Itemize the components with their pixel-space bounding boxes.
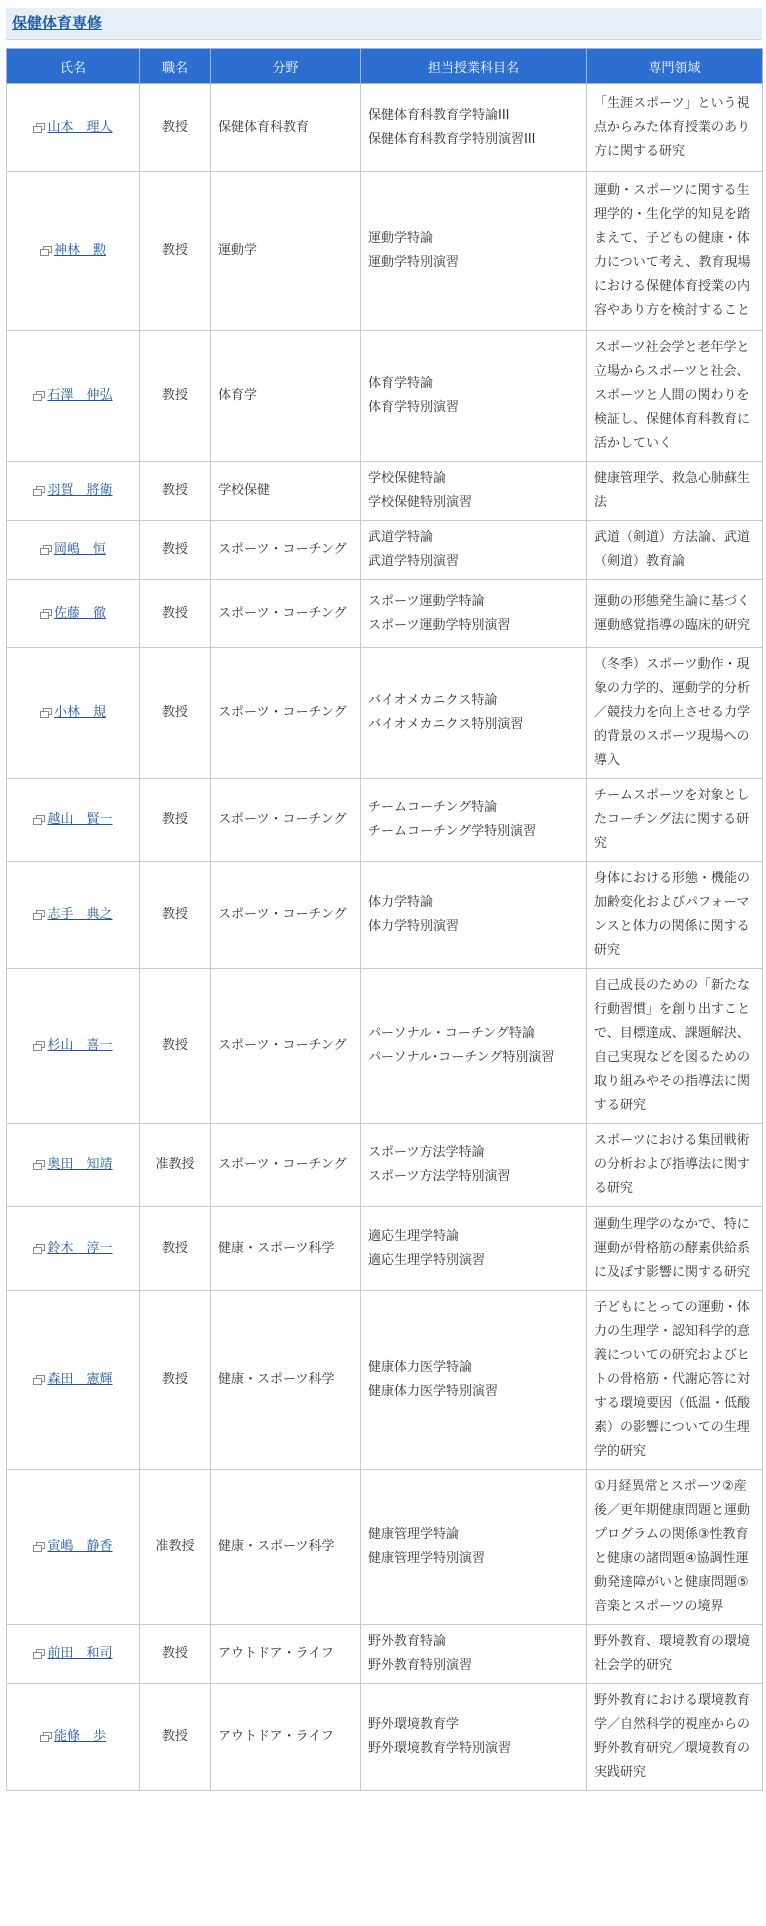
name-cell — [7, 1625, 140, 1684]
job-title-cell: 教授 — [140, 462, 211, 521]
specialty-cell: 運動の形態発生論に基づく運動感覚指導の臨床的研究 — [587, 580, 763, 648]
table-row — [7, 84, 763, 172]
subjects-cell — [361, 331, 587, 462]
faculty-name-link[interactable] — [33, 812, 112, 827]
specialty-cell: 野外教育における環境教育学／自然科学的視座からの野外教育研究／環境教育の実践研究 — [587, 1684, 763, 1791]
external-link-icon — [40, 708, 51, 717]
subjects-cell — [361, 580, 587, 648]
faculty-name-link[interactable] — [33, 388, 112, 403]
field-cell: 学校保健 — [211, 462, 361, 521]
subject-name: パーソナル・コーチング特論 — [368, 1026, 535, 1041]
table-row — [7, 1291, 763, 1470]
subjects-cell — [361, 521, 587, 580]
subject-name: 野外教育特論 — [368, 1634, 447, 1649]
subject-name: 野外教育特別演習 — [368, 1658, 473, 1673]
subject-name: 学校保健特論 — [368, 471, 447, 486]
table-row — [7, 462, 763, 521]
faculty-name: 神林 勲 — [53, 243, 106, 258]
faculty-name: 寅嶋 静香 — [47, 1539, 113, 1554]
faculty-name-link[interactable] — [40, 705, 106, 720]
faculty-name: 森田 憲輝 — [47, 1372, 113, 1387]
faculty-name-link[interactable] — [40, 606, 106, 621]
subject-name: 体力学特別演習 — [368, 919, 460, 934]
faculty-name-link[interactable] — [40, 243, 106, 258]
subjects-cell — [361, 969, 587, 1124]
subject-name: バイオメカニクス特論 — [368, 693, 498, 708]
table-row — [7, 1470, 763, 1625]
subjects-cell — [361, 84, 587, 172]
subject-name: 野外環境教育学特別演習 — [368, 1741, 512, 1756]
faculty-name-link[interactable] — [33, 907, 112, 922]
faculty-name-link[interactable] — [40, 1729, 106, 1744]
field-cell: スポーツ・コーチング — [211, 580, 361, 648]
specialty-cell: 自己成長のための「新たな行動習慣」を創り出すことで、目標達成、課題解決、自己実現などを図るための取り組みやその指導法に関する研究 — [587, 969, 763, 1124]
external-link-icon — [33, 1041, 44, 1050]
table-row — [7, 331, 763, 462]
specialty-cell: 武道（剣道）方法論、武道（剣道）教育論 — [587, 521, 763, 580]
name-cell — [7, 1291, 140, 1470]
subject-name: スポーツ運動学特論 — [368, 593, 485, 609]
column-header-subjects: 担当授業科目名 — [361, 49, 587, 84]
subject-name: 武道学特論 — [368, 530, 434, 545]
table-row — [7, 1207, 763, 1291]
faculty-name: 小林 規 — [53, 705, 106, 720]
faculty-name-link[interactable] — [33, 1646, 112, 1661]
name-cell — [7, 84, 140, 172]
external-link-icon — [33, 815, 44, 824]
external-link-icon — [33, 1542, 44, 1551]
subject-name: チームコーチング特論 — [368, 800, 498, 815]
name-cell — [7, 1124, 140, 1207]
table-row — [7, 172, 763, 331]
job-title-cell: 准教授 — [140, 1124, 211, 1207]
external-link-icon — [40, 246, 51, 255]
faculty-name: 石澤 伸弘 — [47, 388, 113, 403]
subject-name: 体育学特別演習 — [368, 400, 460, 415]
job-title-cell: 教授 — [140, 1625, 211, 1684]
external-link-icon — [33, 1244, 44, 1253]
field-cell: スポーツ・コーチング — [211, 862, 361, 969]
subject-name: バイオメカニクス特別演習 — [368, 717, 524, 732]
job-title-cell: 教授 — [140, 172, 211, 331]
job-title-cell: 教授 — [140, 580, 211, 648]
specialty-cell: ①月経異常とスポーツ②産後／更年期健康問題と運動プログラムの関係③性教育と健康の諸問題④協調性運動発達障がいと健康問題⑤音楽とスポーツの境界 — [587, 1470, 763, 1625]
subject-name: 健康体力医学特別演習 — [368, 1384, 499, 1399]
job-title-cell: 教授 — [140, 1207, 211, 1291]
subject-name: 学校保健特別演習 — [368, 495, 473, 510]
table-header-row — [7, 49, 763, 84]
external-link-icon — [40, 609, 51, 618]
specialty-cell: 「生涯スポーツ」という視点からみた体育授業のあり方に関する研究 — [587, 84, 763, 172]
external-link-icon — [33, 1649, 44, 1658]
subject-name: 体育学特論 — [368, 376, 434, 391]
external-link-icon — [33, 1375, 44, 1384]
subject-name: 保健体育科教育学特論III — [368, 107, 510, 123]
job-title-cell: 教授 — [140, 1291, 211, 1470]
column-header-specialty: 専門領域 — [587, 49, 763, 84]
job-title-cell: 准教授 — [140, 1470, 211, 1625]
name-cell — [7, 969, 140, 1124]
subjects-cell — [361, 1470, 587, 1625]
faculty-name: 越山 賢一 — [47, 812, 113, 827]
table-body — [7, 84, 763, 1791]
external-link-icon — [33, 391, 44, 400]
name-cell — [7, 862, 140, 969]
subject-name: 保健体育科教育学特別演習III — [368, 131, 536, 147]
specialty-cell: 運動生理学のなかで、特に運動が骨格筋の酵素供給系に及ぼす影響に関する研究 — [587, 1207, 763, 1291]
field-cell: スポーツ・コーチング — [211, 1124, 361, 1207]
subjects-cell — [361, 462, 587, 521]
subjects-cell — [361, 779, 587, 862]
job-title-cell: 教授 — [140, 331, 211, 462]
faculty-name-link[interactable] — [33, 1241, 112, 1256]
external-link-icon — [40, 1732, 51, 1741]
table-row — [7, 1124, 763, 1207]
field-cell: 健康・スポーツ科学 — [211, 1291, 361, 1470]
job-title-cell: 教授 — [140, 521, 211, 580]
name-cell — [7, 521, 140, 580]
external-link-icon — [33, 123, 44, 132]
table-row — [7, 648, 763, 779]
subject-name: 運動学特別演習 — [368, 255, 460, 270]
subjects-cell — [361, 1207, 587, 1291]
table-row — [7, 521, 763, 580]
subject-name: スポーツ方法学特別演習 — [368, 1169, 511, 1184]
faculty-name-link[interactable] — [33, 120, 112, 135]
field-cell: アウトドア・ライフ — [211, 1684, 361, 1791]
subject-name: スポーツ方法学特論 — [368, 1145, 485, 1160]
name-cell — [7, 779, 140, 862]
subject-name: スポーツ運動学特別演習 — [368, 617, 511, 633]
field-cell: スポーツ・コーチング — [211, 648, 361, 779]
table-row — [7, 580, 763, 648]
field-cell: 保健体育科教育 — [211, 84, 361, 172]
name-cell — [7, 1684, 140, 1791]
section-title: 保健体育専修 — [12, 14, 103, 32]
subjects-cell — [361, 172, 587, 331]
specialty-cell: （冬季）スポーツ動作・現象の力学的、運動学的分析／競技力を向上させる力学的背景のスポーツ現場への導入 — [587, 648, 763, 779]
job-title-cell: 教授 — [140, 1684, 211, 1791]
subjects-cell — [361, 1684, 587, 1791]
faculty-name-link[interactable] — [40, 542, 106, 557]
specialty-cell: スポーツにおける集団戦術の分析および指導法に関する研究 — [587, 1124, 763, 1207]
subject-name: パーソナル･コーチング特別演習 — [368, 1050, 555, 1065]
field-cell: スポーツ・コーチング — [211, 779, 361, 862]
field-cell: 健康・スポーツ科学 — [211, 1207, 361, 1291]
faculty-name: 杉山 喜一 — [47, 1038, 113, 1053]
field-cell: 体育学 — [211, 331, 361, 462]
external-link-icon — [40, 545, 51, 554]
job-title-cell: 教授 — [140, 862, 211, 969]
subject-name: 健康体力医学特論 — [368, 1360, 473, 1375]
table-row — [7, 969, 763, 1124]
faculty-name-link[interactable] — [33, 1539, 112, 1554]
subject-name: チームコーチング学特別演習 — [368, 824, 537, 839]
name-cell — [7, 462, 140, 521]
faculty-name: 鈴木 淳一 — [47, 1240, 113, 1256]
subjects-cell — [361, 1291, 587, 1470]
job-title-cell: 教授 — [140, 969, 211, 1124]
faculty-name: 羽賀 將衛 — [47, 483, 113, 498]
faculty-name: 佐藤 徹 — [53, 605, 106, 621]
subject-name: 運動学特論 — [368, 231, 434, 246]
job-title-cell: 教授 — [140, 84, 211, 172]
name-cell — [7, 172, 140, 331]
job-title-cell: 教授 — [140, 648, 211, 779]
field-cell: 運動学 — [211, 172, 361, 331]
job-title-cell: 教授 — [140, 779, 211, 862]
specialty-cell: 運動・スポーツに関する生理学的・生化学的知見を踏まえて、子どもの健康・体力について考え、教育現場における保健体育授業の内容やあり方を検討すること — [587, 172, 763, 331]
faculty-name-link[interactable] — [33, 1038, 112, 1053]
specialty-cell: チームスポーツを対象としたコーチング法に関する研究 — [587, 779, 763, 862]
subject-name: 健康管理学特別演習 — [368, 1551, 486, 1566]
external-link-icon — [33, 1160, 44, 1169]
table-row — [7, 862, 763, 969]
specialty-cell: 健康管理学、救急心肺蘇生法 — [587, 462, 763, 521]
field-cell: スポーツ・コーチング — [211, 521, 361, 580]
faculty-name: 前田 和司 — [47, 1646, 113, 1661]
faculty-name-link[interactable] — [33, 1372, 112, 1387]
subject-name: 武道学特別演習 — [368, 554, 460, 569]
column-header-field: 分野 — [211, 49, 361, 84]
table-row — [7, 1625, 763, 1684]
subjects-cell — [361, 1124, 587, 1207]
name-cell — [7, 580, 140, 648]
subject-name: 適応生理学特論 — [368, 1228, 460, 1244]
name-cell — [7, 1207, 140, 1291]
faculty-name: 志手 典之 — [47, 907, 113, 922]
subject-name: 体力学特論 — [368, 895, 434, 910]
table-row — [7, 779, 763, 862]
faculty-name-link[interactable] — [33, 1157, 112, 1172]
faculty-name: 山本 理人 — [47, 119, 113, 135]
faculty-name: 岡嶋 恒 — [53, 542, 106, 557]
faculty-name-link[interactable] — [33, 483, 112, 498]
field-cell: スポーツ・コーチング — [211, 969, 361, 1124]
name-cell — [7, 1470, 140, 1625]
subjects-cell — [361, 648, 587, 779]
subjects-cell — [361, 1625, 587, 1684]
subject-name: 健康管理学特論 — [368, 1527, 460, 1542]
subjects-cell — [361, 862, 587, 969]
specialty-cell: 野外教育、環境教育の環境社会学的研究 — [587, 1625, 763, 1684]
field-cell: 健康・スポーツ科学 — [211, 1470, 361, 1625]
subject-name: 適応生理学特別演習 — [368, 1252, 486, 1268]
name-cell — [7, 331, 140, 462]
faculty-name: 能條 歩 — [53, 1729, 106, 1744]
faculty-table — [6, 48, 763, 1791]
name-cell — [7, 648, 140, 779]
specialty-cell: 身体における形態・機能の加齢変化およびパフォーマンスと体力の関係に関する研究 — [587, 862, 763, 969]
section-header — [6, 8, 762, 40]
external-link-icon — [33, 910, 44, 919]
column-header-name: 氏名 — [7, 49, 140, 84]
table-row — [7, 1684, 763, 1791]
specialty-cell: スポーツ社会学と老年学と立場からスポーツと社会、スポーツと人間の関わりを検証し、保健体育科教育に活かしていく — [587, 331, 763, 462]
external-link-icon — [33, 486, 44, 495]
subject-name: 野外環境教育学 — [368, 1717, 460, 1732]
faculty-name: 奥田 知靖 — [47, 1157, 113, 1172]
column-header-title: 職名 — [140, 49, 211, 84]
specialty-cell: 子どもにとっての運動・体力の生理学・認知科学的意義についての研究およびヒトの骨格筋・代謝応答に対する環境要因（低温・低酸素）の影響についての生理学的研究 — [587, 1291, 763, 1470]
field-cell: アウトドア・ライフ — [211, 1625, 361, 1684]
